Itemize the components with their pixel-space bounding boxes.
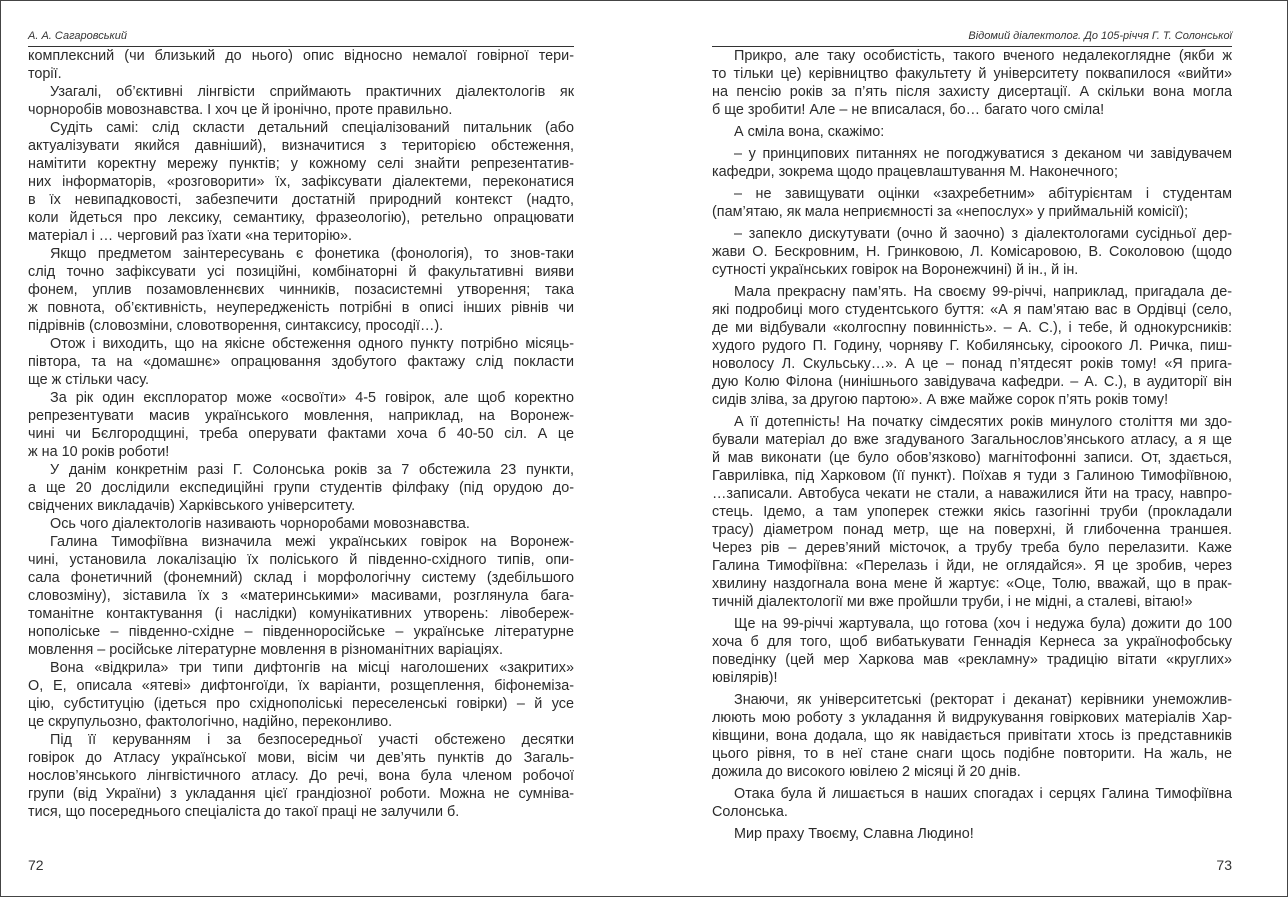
text-line: них інформаторів, «розговорити» їх, зафіксувати діалектеми, переконатися bbox=[28, 174, 574, 190]
text-line: ще ж стільки часу. bbox=[28, 372, 149, 388]
text-line: Солонська. bbox=[712, 804, 788, 820]
text-line: люють мою роботу з укладання й видрукування говіркових матеріалів Хар- bbox=[712, 710, 1232, 726]
text-line: чорноробів мовознавства. І хоч це й іронічно, проте правильно. bbox=[28, 102, 453, 118]
text-line: підрівнів (словозміни, словотворення, синтаксису, просодії…). bbox=[28, 318, 444, 334]
text-line: цього рівня, то в неї стане снаги щось подібне повторити. На жаль, не bbox=[712, 746, 1232, 762]
text-line: нослов’янського лінгвістичного атласу. До речі, вона була членом робочої bbox=[28, 768, 574, 784]
text-line: а ще 20 дослідили експедиційні групи студентів філфаку (під орудою до- bbox=[28, 480, 574, 496]
text-line: поведінку (цей мер Харкова мав «рекламну» традицію вітати «круглих» bbox=[712, 652, 1232, 668]
text-line: – запекло дискутувати (очно й заочно) з діалектологами сусідньої дер- bbox=[734, 226, 1232, 242]
running-head-author: А. А. Сагаровський bbox=[28, 30, 574, 47]
text-line: хоча б для того, щоб вибатькувати Геннадія Кернеса за українофобську bbox=[712, 634, 1232, 650]
text-line: в їх невипадковості, забезпечити достатній природний контекст (надто, bbox=[28, 192, 574, 208]
text-line: де ми відбували «колгоспну повинність». – А. С.), і тебе, й однокурсників: bbox=[712, 320, 1232, 336]
text-line: свідчених викладачів) Харківського університету. bbox=[28, 498, 356, 514]
text-line: хвилину наздогнала вона мене й жартує: «Оце, Толю, вважай, що в прак- bbox=[712, 576, 1232, 592]
text-line: ж повнота, об’єктивність, неупередженість потрібні в описі інших рівнів чи bbox=[28, 300, 574, 316]
text-line: репрезентувати масив українського мовлення, наприклад, на Воронеж- bbox=[28, 408, 574, 424]
text-line: …записали. Автобуса чекати не стали, а наважилися йти на трасу, навпро- bbox=[712, 486, 1232, 502]
text-line: Прикро, але таку особистість, такого вченого недалекоглядне (якби ж bbox=[734, 48, 1232, 64]
text-line: коли йдеться про лексику, семантику, фразеологію), ретельно опрацювати bbox=[28, 210, 574, 226]
text-line: Судіть самі: слід скласти детальний спеціалізований питальник (або bbox=[50, 120, 574, 136]
text-line: мовлення – російське літературне мовлення в різноманітних варіаціях. bbox=[28, 642, 503, 658]
paragraph bbox=[712, 47, 1232, 119]
paragraph bbox=[28, 335, 574, 389]
paragraph bbox=[28, 533, 574, 659]
text-line: актуалізувати якийся давніший), визначитися з територією обстеження, bbox=[28, 138, 574, 154]
text-line: й мав виконати (це було обов’язково) магнітофонні записи. От, здається, bbox=[712, 450, 1232, 466]
text-line: це скрупульозно, фактологічно, надійно, переконливо. bbox=[28, 714, 393, 730]
text-line: намітити коректну мережу пунктів; у кожному селі знайти репрезентатив- bbox=[28, 156, 574, 172]
text-line: – у принципових питаннях не погоджуватися з деканом чи завідувачем bbox=[734, 146, 1232, 162]
page-body bbox=[28, 47, 574, 821]
text-line: сала фонетичний (фонемний) склад і морфологічну систему (здебільшого bbox=[28, 570, 574, 586]
paragraph bbox=[28, 461, 574, 515]
text-line: нополіське – південно-східне – південноросійське – українське літературне bbox=[28, 624, 574, 640]
text-line: кафедри, зокрема щодо працевлаштування М. Наконечного; bbox=[712, 164, 1118, 180]
text-line: ювілярів)! bbox=[712, 670, 778, 686]
paragraph bbox=[712, 785, 1232, 821]
paragraph bbox=[712, 145, 1232, 181]
text-line: тися, що посереднього спеціаліста до такої праці не залучили б. bbox=[28, 804, 460, 820]
text-line: Мир праху Твоєму, Славна Людино! bbox=[734, 826, 974, 842]
text-line: Отака була й лишається в наших спогадах і серцях Галина Тимофіївна bbox=[734, 786, 1232, 802]
text-line: (пам’ятаю, як мала неприємності за «непослух» у приймальній комісії); bbox=[712, 204, 1189, 220]
page-number: 73 bbox=[1216, 857, 1232, 873]
text-line: Під її керуванням і за безпосередньої участі обстежено десятки bbox=[50, 732, 574, 748]
paragraph bbox=[28, 389, 574, 461]
text-line: Галина Тимофіївна: «Перелазь і йди, не оглядайся». Я це зробив, через bbox=[712, 558, 1232, 574]
text-line: сидів зліва, за другою партою». А вже майже сорок п’ять років тому! bbox=[712, 392, 1169, 408]
text-line: У данім конкретнім разі Г. Солонська років за 7 обстежила 23 пункти, bbox=[50, 462, 574, 478]
paragraph bbox=[712, 615, 1232, 687]
text-line: ківщини, вона додала, що як навідається привітати хтось із представників bbox=[712, 728, 1232, 744]
text-line: Якщо предметом заінтересувань є фонетика (фонологія), то знов-таки bbox=[50, 246, 574, 262]
paragraph bbox=[712, 691, 1232, 781]
text-line: А сміла вона, скажімо: bbox=[734, 124, 885, 140]
paragraph bbox=[28, 515, 574, 533]
text-line: Вона «відкрила» три типи дифтонгів на місці наголошених «закритих» bbox=[50, 660, 574, 676]
text-line: торії. bbox=[28, 66, 62, 82]
text-line: слід точно зафіксувати усі позиційні, комбінаторні й факультативні вияви bbox=[28, 264, 574, 280]
paragraph bbox=[712, 825, 1232, 843]
text-line: ж на 10 років роботи! bbox=[28, 444, 170, 460]
text-line: дую Колю Філона (нинішнього завідувача кафедри. – А. С.), в аудиторії він bbox=[712, 374, 1232, 390]
text-line: цію, субституцію (ідеться про східнополіські переселенські говірки) – й усе bbox=[28, 696, 574, 712]
text-line: Ще на 99-річчі жартувала, що готова (хоч і недужа була) дожити до 100 bbox=[734, 616, 1232, 632]
text-line: фонем, уплив позамовленнєвих чинників, позасистемні утворення; така bbox=[28, 282, 574, 298]
paragraph bbox=[712, 283, 1232, 409]
text-line: дожила до високого ювілею 2 місяці й 20 днів. bbox=[712, 764, 1021, 780]
text-line: О, Е, описала «ятеві» дифтонгоїди, їх варіанти, розщеплення, біфонемізa- bbox=[28, 678, 574, 694]
text-line: Узагалі, об’єктивні лінгвісти сприймають практичних діалектологів як bbox=[50, 84, 574, 100]
text-line: Мала прекрасну пам’ять. На своєму 99-річчі, наприклад, пригадала де- bbox=[734, 284, 1232, 300]
text-line: чині, установила локалізацію їх поліського й південно-східного типів, опи- bbox=[28, 552, 574, 568]
page-number: 72 bbox=[28, 857, 44, 873]
text-line: які подробиці мого студентського буття: «А я пам’ятаю вас в Ордівці (село, bbox=[712, 302, 1232, 318]
paragraph bbox=[712, 225, 1232, 279]
text-line: Гаврилівка, під Харковом (її пункт). Поїхав я туди з Галиною Тимофіївною, bbox=[712, 468, 1232, 484]
text-line: новолосу Л. Скульську…». А це – понад п’ятдесят років тому! «Я прига- bbox=[712, 356, 1232, 372]
text-line: словозміну), зіставила їх з «материнськими» масивами, розглянула бага- bbox=[28, 588, 574, 604]
text-line: стець. Ідемо, а там упоперек стежки якісь газогінні труби (прокладали bbox=[712, 504, 1232, 520]
text-line: трасу) діаметром понад метр, ще на поверхні, й глибоченна траншея. bbox=[712, 522, 1232, 538]
paragraph bbox=[28, 245, 574, 335]
text-line: Галина Тимофіївна визначила межі українських говірок на Воронеж- bbox=[50, 534, 574, 550]
text-line: матеріал і … черговий раз їхати «на територію». bbox=[28, 228, 352, 244]
text-line: худого рудого П. Годину, чорняву Г. Кобилянську, сіроокого Л. Ричка, пиш- bbox=[712, 338, 1232, 354]
paragraph bbox=[28, 731, 574, 821]
paragraph bbox=[28, 659, 574, 731]
text-line: групи (від України) з укладання цієї грандіозної роботи. Можна не сумніва- bbox=[28, 786, 574, 802]
text-line: Отож і виходить, що на якісне обстеження одного пункту потрібно місяць- bbox=[50, 336, 574, 352]
text-line: Ось чого діалектологів називають чорноробами мовознавства. bbox=[50, 516, 470, 532]
text-line: комплексний (чи близький до нього) опис відносно немалої говірної тери- bbox=[28, 48, 574, 64]
text-line: б ще зробити! Але – не вписалася, бо… багато чого сміла! bbox=[712, 102, 1105, 118]
page-body bbox=[712, 47, 1232, 847]
text-line: Знаючи, як університетські (ректорат і деканат) керівники унеможлив- bbox=[734, 692, 1232, 708]
text-line: то тільки це) керівництво факультету й університету поквапилося «вийти» bbox=[712, 66, 1232, 82]
paragraph bbox=[712, 413, 1232, 611]
text-line: чині чи Бєлгородщині, треба оперувати фактами хоча б 40-50 сіл. А це bbox=[28, 426, 574, 442]
paragraph bbox=[28, 47, 574, 83]
paragraph bbox=[28, 83, 574, 119]
text-line: – не завищувати оцінки «захребетним» абітурієнтам і студентам bbox=[734, 186, 1232, 202]
paragraph bbox=[712, 123, 1232, 141]
text-line: сутності українських говірок на Воронежчині) й ін., й ін. bbox=[712, 262, 1079, 278]
text-line: За рік один експлоратор може «освоїти» 4-5 говірок, але щоб коректно bbox=[50, 390, 574, 406]
paragraph bbox=[28, 119, 574, 245]
text-line: жави О. Бескровним, Н. Гринковою, Л. Комісаровою, В. Соколовою (щодо bbox=[712, 244, 1232, 260]
text-line: бували матеріал до вже згадуваного Загальнослов’янського атласу, а я ще bbox=[712, 432, 1232, 448]
text-line: Через рів – дерев’яний місточок, а трубу треба було перелазити. Каже bbox=[712, 540, 1232, 556]
text-line: на пенсію років за п’ять після захисту дисертації. А скільки вона могла bbox=[712, 84, 1232, 100]
text-line: говірок до Атласу української мови, вісім чи дев’ять пунктів до Загаль- bbox=[28, 750, 574, 766]
text-line: півтора, та на «домашнє» опрацювання здобутого фактажу слід покласти bbox=[28, 354, 574, 370]
text-line: томанітне контактування (і наслідки) комунікативних утворень: лівобереж- bbox=[28, 606, 574, 622]
paragraph bbox=[712, 185, 1232, 221]
running-head-title: Відомий діалектолог. До 105-річчя Г. Т. Солонської bbox=[712, 30, 1232, 47]
text-line: А її дотепність! На початку сімдесятих років минулого століття ми здо- bbox=[734, 414, 1232, 430]
text-line: тичній діалектології ми вже пройшли труби, і не мідні, а сталеві, вітаю!» bbox=[712, 594, 1193, 610]
